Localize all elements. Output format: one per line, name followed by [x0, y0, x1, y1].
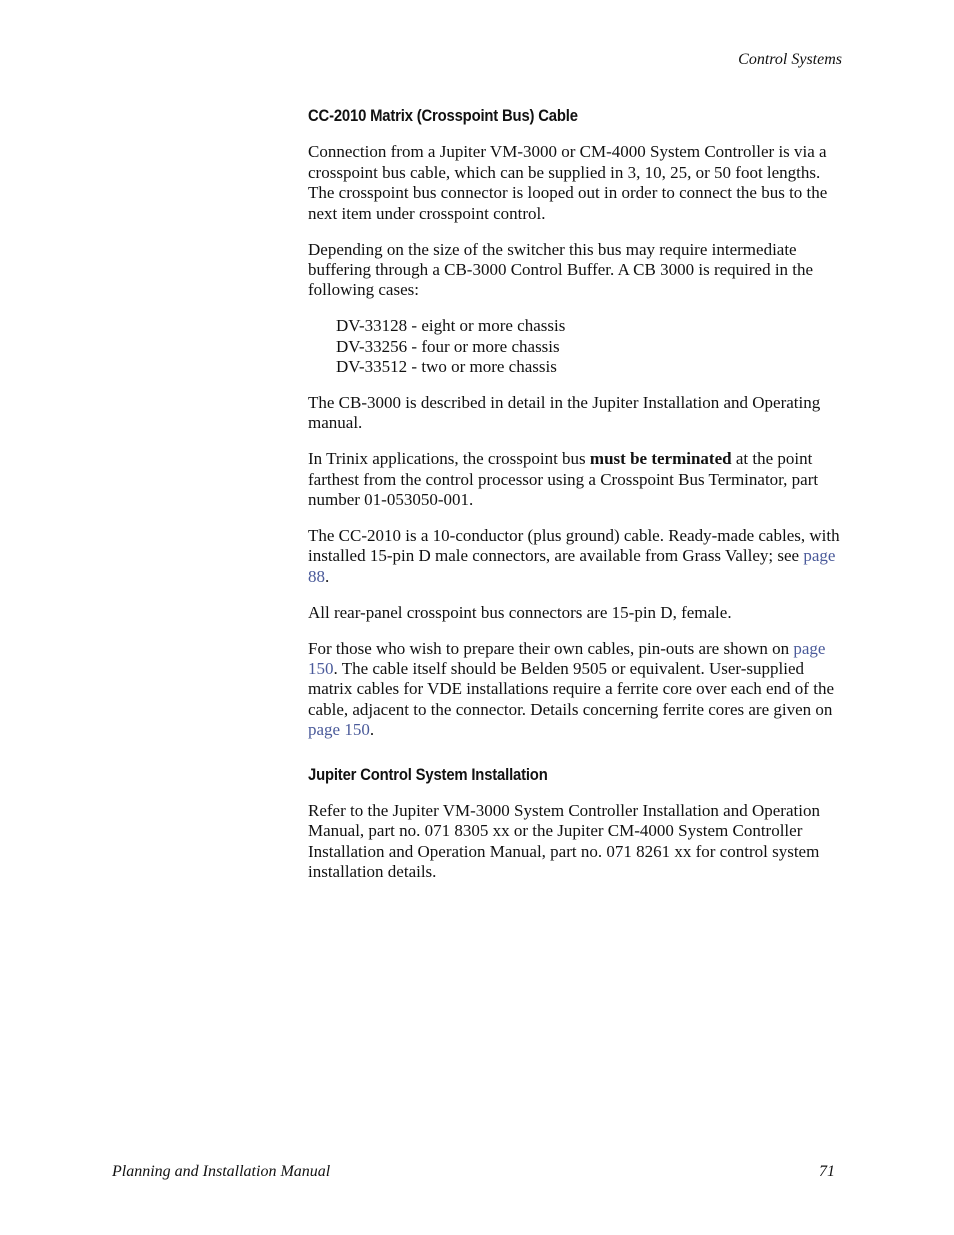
footer-manual-title: Planning and Installation Manual: [112, 1163, 331, 1180]
paragraph-text: at the point farthest from the control processor using a Crosspoint Bus Terminator, part number 01-053050-001.: [308, 449, 819, 510]
paragraph-refer: Refer to the Jupiter VM-3000 System Controller Installation and Operation Manual, part no. 071 8305 xx or the Jupiter CM-4000 System Controller Installation and Operation Manual, part no. 071 8261 xx for control system installation details.: [308, 801, 820, 882]
page-88-link[interactable]: page 88: [308, 546, 836, 586]
paragraph-text: For those who wish to prepare their own cables, pin-outs are shown on: [308, 638, 794, 658]
section-heading-cc2010: CC-2010 Matrix (Crosspoint Bus) Cable: [308, 107, 578, 125]
paragraph-cb3000: The CB-3000 is described in detail in the Jupiter Installation and Operating manual.: [308, 392, 821, 433]
paragraph-trinix: [308, 449, 843, 510]
main-content: [308, 106, 843, 898]
paragraph-text: The CC-2010 is a 10-conductor (plus ground) cable. Ready-made cables, with installed 15-pin D male connectors, are available from Grass Valley; see: [308, 526, 840, 566]
page-number: 71: [819, 1163, 835, 1180]
list-item: DV-33512 - two or more chassis: [336, 357, 557, 377]
chassis-cases-list: [336, 316, 843, 377]
paragraph-buffering: Depending on the size of the switcher this bus may require intermediate buffering through a CB-3000 Control Buffer. A CB 3000 is required in the following cases:: [308, 239, 814, 300]
paragraph-text: .: [369, 720, 375, 740]
paragraph-cc2010-cable: [308, 526, 843, 587]
section-heading-jupiter: Jupiter Control System Installation: [308, 765, 548, 784]
page-150-link[interactable]: page 150: [308, 720, 370, 740]
list-item: DV-33128 - eight or more chassis: [336, 316, 566, 336]
running-header: Control Systems: [738, 51, 842, 68]
paragraph-text: In Trinix applications, the crosspoint bus: [308, 449, 590, 469]
paragraph-own-cables: [308, 639, 843, 741]
paragraph-text: .: [325, 566, 330, 586]
emphasis-terminated: must be terminated: [589, 449, 732, 469]
paragraph-connectors: All rear-panel crosspoint bus connectors are 15-pin D, female.: [308, 602, 732, 622]
page-150-link[interactable]: page 150: [308, 638, 826, 679]
paragraph-connection: Connection from a Jupiter VM-3000 or CM-4000 System Controller is via a crosspoint bus cable, which can be supplied in 3, 10, 25, or 50 foot lengths. The crosspoint bus connector is looped out in order to connect the bus to the next item under crosspoint control.: [308, 142, 828, 223]
paragraph-text: . The cable itself should be Belden 9505 or equivalent. User-supplied matrix cables for VDE installations require a ferrite core over each end of the cable, adjacent to the connector. Details concerning ferrite cores are given on: [308, 659, 834, 719]
list-item: DV-33256 - four or more chassis: [336, 336, 560, 356]
